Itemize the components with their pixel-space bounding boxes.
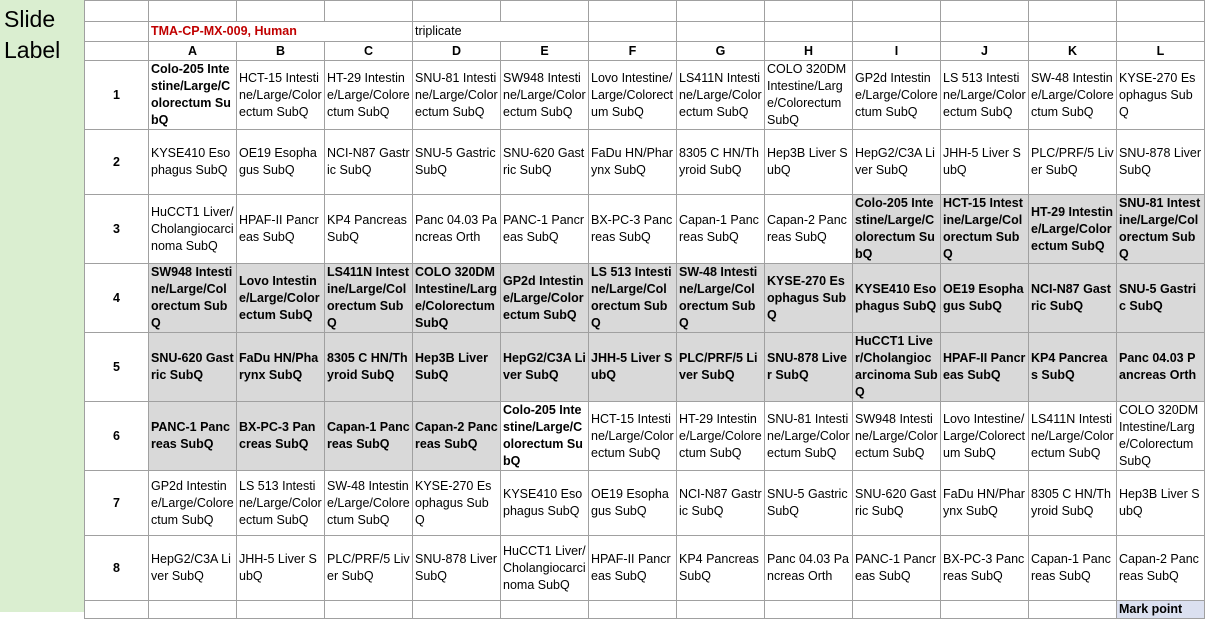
sample-cell[interactable] — [1029, 61, 1117, 130]
sample-cell[interactable] — [589, 402, 677, 471]
sample-cell[interactable] — [501, 195, 589, 264]
sample-label: BX-PC-3 Pancreas SubQ — [943, 552, 1025, 583]
column-header-e: E — [501, 42, 589, 61]
sample-label: PLC/PRF/5 Liver SubQ — [679, 351, 758, 382]
table-row — [85, 61, 1205, 130]
sample-cell[interactable] — [149, 195, 237, 264]
slide-label: Slide Label — [4, 6, 61, 63]
sample-cell[interactable] — [501, 402, 589, 471]
sample-label: Hep3B Liver SubQ — [415, 351, 488, 382]
sample-label: SW-48 Intestine/Large/Colorectum SubQ — [1031, 70, 1114, 119]
column-header-f: F — [589, 42, 677, 61]
sample-label: 8305 C HN/Thyroid SubQ — [679, 146, 759, 177]
sample-cell[interactable] — [941, 61, 1029, 130]
sample-label: SNU-81 Intestine/Large/Colorectum SubQ — [415, 70, 498, 119]
sample-label: HuCCT1 Liver/Cholangiocarcinoma SubQ — [855, 334, 938, 399]
sample-cell[interactable] — [413, 536, 501, 601]
sample-cell[interactable] — [1029, 536, 1117, 601]
sample-label: GP2d Intestine/Large/Colorectum SubQ — [855, 70, 938, 119]
table-row — [85, 130, 1205, 195]
sample-label: SW948 Intestine/Large/Colorectum SubQ — [855, 411, 938, 460]
sample-cell[interactable] — [589, 536, 677, 601]
table-row — [85, 536, 1205, 601]
sample-cell[interactable] — [677, 264, 765, 333]
sample-label: Panc 04.03 Pancreas Orth — [1119, 351, 1197, 382]
sample-cell[interactable] — [1117, 130, 1205, 195]
sample-cell[interactable] — [501, 471, 589, 536]
sample-label: SW948 Intestine/Large/Colorectum SubQ — [151, 265, 233, 330]
column-header-c: C — [325, 42, 413, 61]
sample-cell[interactable] — [677, 536, 765, 601]
sample-label: HepG2/C3A Liver SubQ — [503, 351, 586, 382]
sample-cell[interactable] — [237, 402, 325, 471]
sample-label: Colo-205 Intestine/Large/Colorectum SubQ — [151, 62, 231, 127]
sample-label: SW-48 Intestine/Large/Colorectum SubQ — [327, 478, 410, 527]
sample-cell[interactable] — [941, 471, 1029, 536]
sample-cell[interactable] — [1029, 264, 1117, 333]
row-number: 3 — [85, 195, 149, 264]
column-header-i: I — [853, 42, 941, 61]
sample-cell[interactable] — [589, 333, 677, 402]
sample-label: JHH-5 Liver SubQ — [943, 146, 1021, 177]
sample-cell[interactable] — [325, 333, 413, 402]
sample-label: NCI-N87 Gastric SubQ — [1031, 282, 1111, 313]
array-title: TMA-CP-MX-009, Human — [151, 24, 297, 38]
sample-label: JHH-5 Liver SubQ — [591, 351, 673, 382]
column-header-h: H — [765, 42, 853, 61]
mark-point: Mark point — [1117, 601, 1205, 619]
sample-label: PANC-1 Pancreas SubQ — [503, 213, 585, 244]
sample-cell[interactable] — [677, 333, 765, 402]
column-header-d: D — [413, 42, 501, 61]
sample-cell[interactable] — [1117, 61, 1205, 130]
sample-cell[interactable] — [765, 264, 853, 333]
sample-label: Hep3B Liver SubQ — [1119, 487, 1200, 518]
sample-label: Hep3B Liver SubQ — [767, 146, 848, 177]
sample-label: HepG2/C3A Liver SubQ — [151, 552, 231, 583]
sample-cell[interactable] — [1117, 536, 1205, 601]
sample-cell[interactable] — [853, 333, 941, 402]
sample-label: OE19 Esophagus SubQ — [943, 282, 1024, 313]
sample-cell[interactable] — [1117, 402, 1205, 471]
sample-label: Panc 04.03 Pancreas Orth — [767, 552, 850, 583]
sample-cell[interactable] — [1117, 333, 1205, 402]
sample-cell[interactable] — [677, 195, 765, 264]
sample-label: OE19 Esophagus SubQ — [239, 146, 317, 177]
column-header-g: G — [677, 42, 765, 61]
row-number: 8 — [85, 536, 149, 601]
sample-cell[interactable] — [1029, 333, 1117, 402]
sample-label: COLO 320DM Intestine/Large/Colorectum SubQ — [767, 62, 847, 127]
sample-cell[interactable] — [149, 130, 237, 195]
sample-label: SNU-620 Gastric SubQ — [151, 351, 234, 382]
sample-cell[interactable] — [941, 402, 1029, 471]
array-title-cell — [149, 22, 413, 42]
sample-cell[interactable] — [1117, 195, 1205, 264]
sample-label: KYSE410 Esophagus SubQ — [503, 487, 583, 518]
sample-cell[interactable] — [1029, 130, 1117, 195]
sample-cell[interactable] — [765, 130, 853, 195]
sample-label: SW948 Intestine/Large/Colorectum SubQ — [503, 70, 586, 119]
sample-label: LS411N Intestine/Large/Colorectum SubQ — [679, 70, 762, 119]
sample-cell[interactable] — [1029, 195, 1117, 264]
sample-cell[interactable] — [413, 130, 501, 195]
sample-label: HT-29 Intestine/Large/Colorectum SubQ — [679, 411, 762, 460]
sample-cell[interactable] — [325, 130, 413, 195]
sample-label: HPAF-II Pancreas SubQ — [239, 213, 319, 244]
column-header-b: B — [237, 42, 325, 61]
table-row — [85, 402, 1205, 471]
row-number: 5 — [85, 333, 149, 402]
sample-label: COLO 320DM Intestine/Large/Colorectum SubQ — [1119, 403, 1199, 468]
sample-label: SNU-620 Gastric SubQ — [503, 146, 585, 177]
sample-cell[interactable] — [413, 402, 501, 471]
sample-cell[interactable] — [325, 195, 413, 264]
sample-label: NCI-N87 Gastric SubQ — [679, 487, 762, 518]
sample-cell[interactable] — [149, 264, 237, 333]
sample-label: SNU-878 Liver SubQ — [415, 552, 497, 583]
sample-cell[interactable] — [149, 536, 237, 601]
sample-label: Lovo Intestine/Large/Colorectum SubQ — [591, 70, 673, 119]
sample-cell[interactable] — [149, 61, 237, 130]
sample-label: SNU-620 Gastric SubQ — [855, 487, 937, 518]
column-header-j: J — [941, 42, 1029, 61]
column-header-l: L — [1117, 42, 1205, 61]
sample-cell[interactable] — [149, 471, 237, 536]
sample-label: PANC-1 Pancreas SubQ — [855, 552, 937, 583]
sample-cell[interactable] — [1029, 471, 1117, 536]
sample-cell[interactable] — [149, 402, 237, 471]
sample-label: SNU-5 Gastric SubQ — [1119, 282, 1197, 313]
sample-label: COLO 320DM Intestine/Large/Colorectum SubQ — [415, 265, 497, 330]
sample-label: Colo-205 Intestine/Large/Colorectum SubQ — [855, 196, 935, 261]
row-number: 4 — [85, 264, 149, 333]
sample-cell[interactable] — [941, 264, 1029, 333]
sample-cell[interactable] — [677, 130, 765, 195]
sample-label: NCI-N87 Gastric SubQ — [327, 146, 410, 177]
sample-cell[interactable] — [853, 471, 941, 536]
sample-cell[interactable] — [413, 264, 501, 333]
sample-cell[interactable] — [237, 536, 325, 601]
sample-label: Capan-1 Pancreas SubQ — [1031, 552, 1111, 583]
table-row — [85, 333, 1205, 402]
sample-label: SW-48 Intestine/Large/Colorectum SubQ — [679, 265, 758, 330]
sample-cell[interactable] — [765, 471, 853, 536]
sample-cell[interactable] — [325, 402, 413, 471]
sample-label: HepG2/C3A Liver SubQ — [855, 146, 935, 177]
sample-label: KP4 Pancreas SubQ — [1031, 351, 1108, 382]
sample-label: KYSE410 Esophagus SubQ — [855, 282, 937, 313]
sample-cell[interactable] — [677, 471, 765, 536]
sample-cell[interactable] — [237, 333, 325, 402]
sample-cell[interactable] — [237, 61, 325, 130]
sample-label: LS411N Intestine/Large/Colorectum SubQ — [1031, 411, 1114, 460]
sample-label: SNU-878 Liver SubQ — [767, 351, 847, 382]
sample-cell[interactable] — [589, 130, 677, 195]
sample-label: BX-PC-3 Pancreas SubQ — [239, 420, 316, 451]
sample-cell[interactable] — [325, 536, 413, 601]
sample-cell[interactable] — [413, 333, 501, 402]
sample-cell[interactable] — [237, 130, 325, 195]
sample-label: LS 513 Intestine/Large/Colorectum SubQ — [591, 265, 672, 330]
table-row — [85, 195, 1205, 264]
sample-label: PANC-1 Pancreas SubQ — [151, 420, 230, 451]
sample-cell[interactable] — [853, 195, 941, 264]
sample-label: JHH-5 Liver SubQ — [239, 552, 317, 583]
sample-label: SNU-81 Intestine/Large/Colorectum SubQ — [1119, 196, 1201, 261]
sample-label: Capan-1 Pancreas SubQ — [327, 420, 410, 451]
sample-cell[interactable] — [677, 61, 765, 130]
row-number: 2 — [85, 130, 149, 195]
sample-label: LS 513 Intestine/Large/Colorectum SubQ — [943, 70, 1026, 119]
sample-label: SNU-878 Liver SubQ — [1119, 146, 1201, 177]
sample-cell[interactable] — [1117, 471, 1205, 536]
sample-cell[interactable] — [941, 333, 1029, 402]
sample-cell[interactable] — [853, 402, 941, 471]
sample-cell[interactable] — [853, 130, 941, 195]
sample-label: 8305 C HN/Thyroid SubQ — [1031, 487, 1111, 518]
sample-cell[interactable] — [853, 536, 941, 601]
sample-label: KP4 Pancreas SubQ — [327, 213, 407, 244]
sample-cell[interactable] — [853, 264, 941, 333]
sample-cell[interactable] — [589, 471, 677, 536]
sample-cell[interactable] — [501, 130, 589, 195]
sample-label: SNU-5 Gastric SubQ — [415, 146, 496, 177]
row-number: 6 — [85, 402, 149, 471]
sample-label: BX-PC-3 Pancreas SubQ — [591, 213, 673, 244]
sample-cell[interactable] — [765, 333, 853, 402]
sample-label: HPAF-II Pancreas SubQ — [591, 552, 671, 583]
sample-label: GP2d Intestine/Large/Colorectum SubQ — [503, 273, 584, 322]
sample-label: Panc 04.03 Pancreas Orth — [415, 213, 498, 244]
sample-cell[interactable] — [325, 471, 413, 536]
sample-label: Lovo Intestine/Large/Colorectum SubQ — [943, 411, 1025, 460]
sample-label: KYSE-270 Esophagus SubQ — [415, 478, 492, 527]
column-header-a: A — [149, 42, 237, 61]
sample-cell[interactable] — [237, 264, 325, 333]
sample-label: 8305 C HN/Thyroid SubQ — [327, 351, 408, 382]
sample-cell[interactable] — [941, 130, 1029, 195]
sample-label: HuCCT1 Liver/Cholangiocarcinoma SubQ — [503, 543, 586, 592]
sample-cell[interactable] — [941, 195, 1029, 264]
sample-label: FaDu HN/Pharynx SubQ — [591, 146, 673, 177]
sample-label: PLC/PRF/5 Liver SubQ — [327, 552, 410, 583]
sample-label: PLC/PRF/5 Liver SubQ — [1031, 146, 1114, 177]
sample-cell[interactable] — [853, 61, 941, 130]
sample-cell[interactable] — [149, 333, 237, 402]
sample-cell[interactable] — [237, 471, 325, 536]
sample-label: HPAF-II Pancreas SubQ — [943, 351, 1026, 382]
table-row — [85, 264, 1205, 333]
sample-label: HT-29 Intestine/Large/Colorectum SubQ — [1031, 204, 1113, 253]
sample-label: FaDu HN/Pharynx SubQ — [943, 487, 1025, 518]
sample-label: SNU-5 Gastric SubQ — [767, 487, 848, 518]
sample-cell[interactable] — [501, 264, 589, 333]
sample-cell[interactable] — [765, 402, 853, 471]
sample-label: Capan-2 Pancreas SubQ — [1119, 552, 1199, 583]
row-number: 7 — [85, 471, 149, 536]
sample-label: Capan-2 Pancreas SubQ — [415, 420, 498, 451]
sample-label: Lovo Intestine/Large/Colorectum SubQ — [239, 273, 320, 322]
sample-label: Colo-205 Intestine/Large/Colorectum SubQ — [503, 403, 583, 468]
sample-cell[interactable] — [1117, 264, 1205, 333]
sample-label: Capan-1 Pancreas SubQ — [679, 213, 759, 244]
sample-label: SNU-81 Intestine/Large/Colorectum SubQ — [767, 411, 850, 460]
triplicate-note: triplicate — [415, 24, 462, 38]
slide-label-panel — [0, 0, 84, 612]
sample-label: HCT-15 Intestine/Large/Colorectum SubQ — [591, 411, 674, 460]
sample-cell[interactable] — [413, 471, 501, 536]
sample-label: HCT-15 Intestine/Large/Colorectum SubQ — [943, 196, 1023, 261]
sample-label: KP4 Pancreas SubQ — [679, 552, 759, 583]
sample-cell[interactable] — [501, 61, 589, 130]
sample-label: Capan-2 Pancreas SubQ — [767, 213, 847, 244]
sample-cell[interactable] — [589, 195, 677, 264]
sample-cell[interactable] — [413, 61, 501, 130]
sample-cell[interactable] — [765, 195, 853, 264]
sample-cell[interactable] — [589, 264, 677, 333]
sample-label: HT-29 Intestine/Large/Colorectum SubQ — [327, 70, 410, 119]
sample-label: KYSE-270 Esophagus SubQ — [1119, 70, 1196, 119]
sample-cell[interactable] — [325, 264, 413, 333]
sample-label: KYSE-270 Esophagus SubQ — [767, 273, 847, 322]
sample-label: HCT-15 Intestine/Large/Colorectum SubQ — [239, 70, 322, 119]
sample-label: KYSE410 Esophagus SubQ — [151, 146, 231, 177]
tma-layout-table — [84, 0, 1205, 619]
triplicate-cell — [413, 22, 589, 42]
sample-label: HuCCT1 Liver/Cholangiocarcinoma SubQ — [151, 204, 234, 253]
row-number: 1 — [85, 61, 149, 130]
table-row — [85, 471, 1205, 536]
sample-cell[interactable] — [941, 536, 1029, 601]
sample-cell[interactable] — [501, 536, 589, 601]
sample-cell[interactable] — [413, 195, 501, 264]
sample-cell[interactable] — [677, 402, 765, 471]
sample-cell[interactable] — [589, 61, 677, 130]
sample-label: GP2d Intestine/Large/Colorectum SubQ — [151, 478, 234, 527]
sample-label: LS 513 Intestine/Large/Colorectum SubQ — [239, 478, 322, 527]
sample-label: FaDu HN/Pharynx SubQ — [239, 351, 319, 382]
sample-cell[interactable] — [765, 536, 853, 601]
sample-cell[interactable] — [1029, 402, 1117, 471]
sample-cell[interactable] — [325, 61, 413, 130]
sample-cell[interactable] — [765, 61, 853, 130]
sample-label: LS411N Intestine/Large/Colorectum SubQ — [327, 265, 409, 330]
empty-cell — [85, 1, 149, 22]
sample-cell[interactable] — [237, 195, 325, 264]
column-header-k: K — [1029, 42, 1117, 61]
sample-label: OE19 Esophagus SubQ — [591, 487, 669, 518]
sample-cell[interactable] — [501, 333, 589, 402]
